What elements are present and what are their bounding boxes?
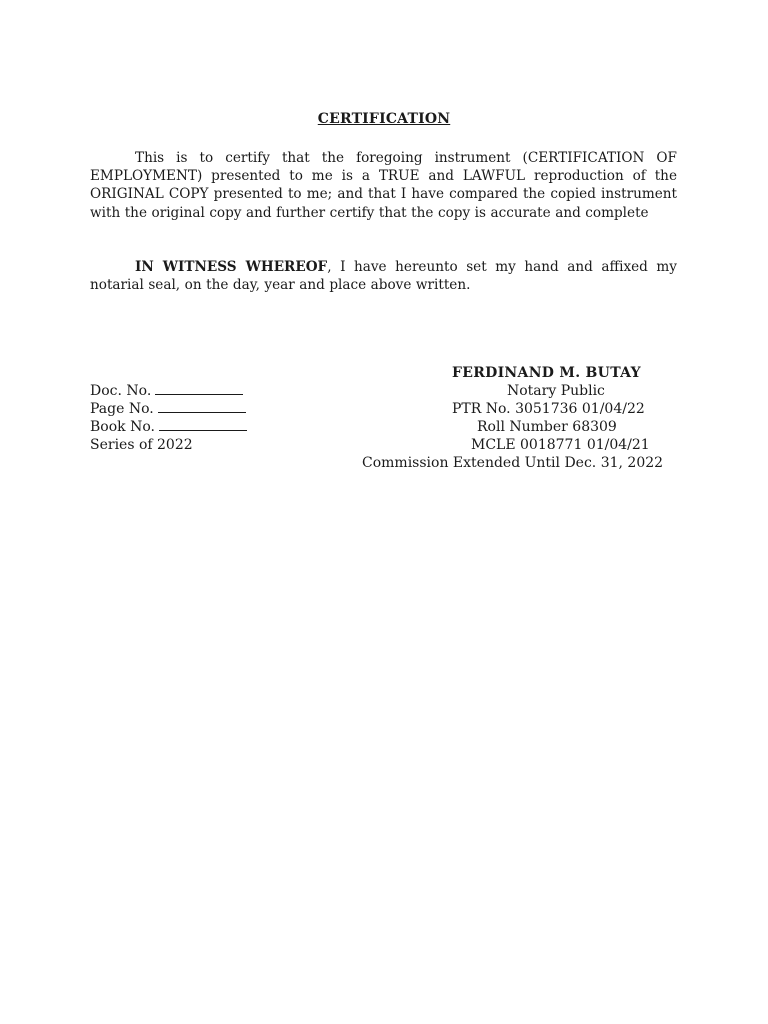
book-no-label: Book No. [90, 419, 155, 435]
notary-mcle: MCLE 0018771 01/04/21 [471, 437, 650, 453]
witness-text: , I have hereunto set my hand and affixed my notarial seal, on the day, year and place above written. [90, 259, 677, 294]
notary-commission: Commission Extended Until Dec. 31, 2022 [362, 455, 664, 471]
book-no-line [90, 418, 247, 436]
notary-title: Notary Public [507, 383, 605, 399]
notary-name: FERDINAND M. BUTAY [452, 365, 641, 381]
notary-ptr: PTR No. 3051736 01/04/22 [452, 401, 645, 417]
series-line: Series of 2022 [90, 437, 193, 453]
doc-no-line [90, 382, 243, 400]
doc-no-blank [155, 382, 243, 395]
page-no-blank [158, 400, 246, 413]
witness-lead: IN WITNESS WHEREOF [135, 259, 328, 275]
book-no-blank [159, 418, 247, 431]
notary-roll: Roll Number 68309 [477, 419, 617, 435]
witness-paragraph [90, 258, 677, 294]
page-no-label: Page No. [90, 401, 154, 417]
document-title: CERTIFICATION [317, 111, 451, 127]
doc-no-label: Doc. No. [90, 383, 152, 399]
page-no-line [90, 400, 246, 418]
certification-paragraph: This is to certify that the foregoing instrument (CERTIFICATION OF EMPLOYMENT) presented to me is a TRUE and LAWFUL reproduction of the ORIGINAL COPY presented to me; and that I have compared the copied instrument with the original copy and further certify that the copy is accurate and complete [90, 150, 677, 221]
